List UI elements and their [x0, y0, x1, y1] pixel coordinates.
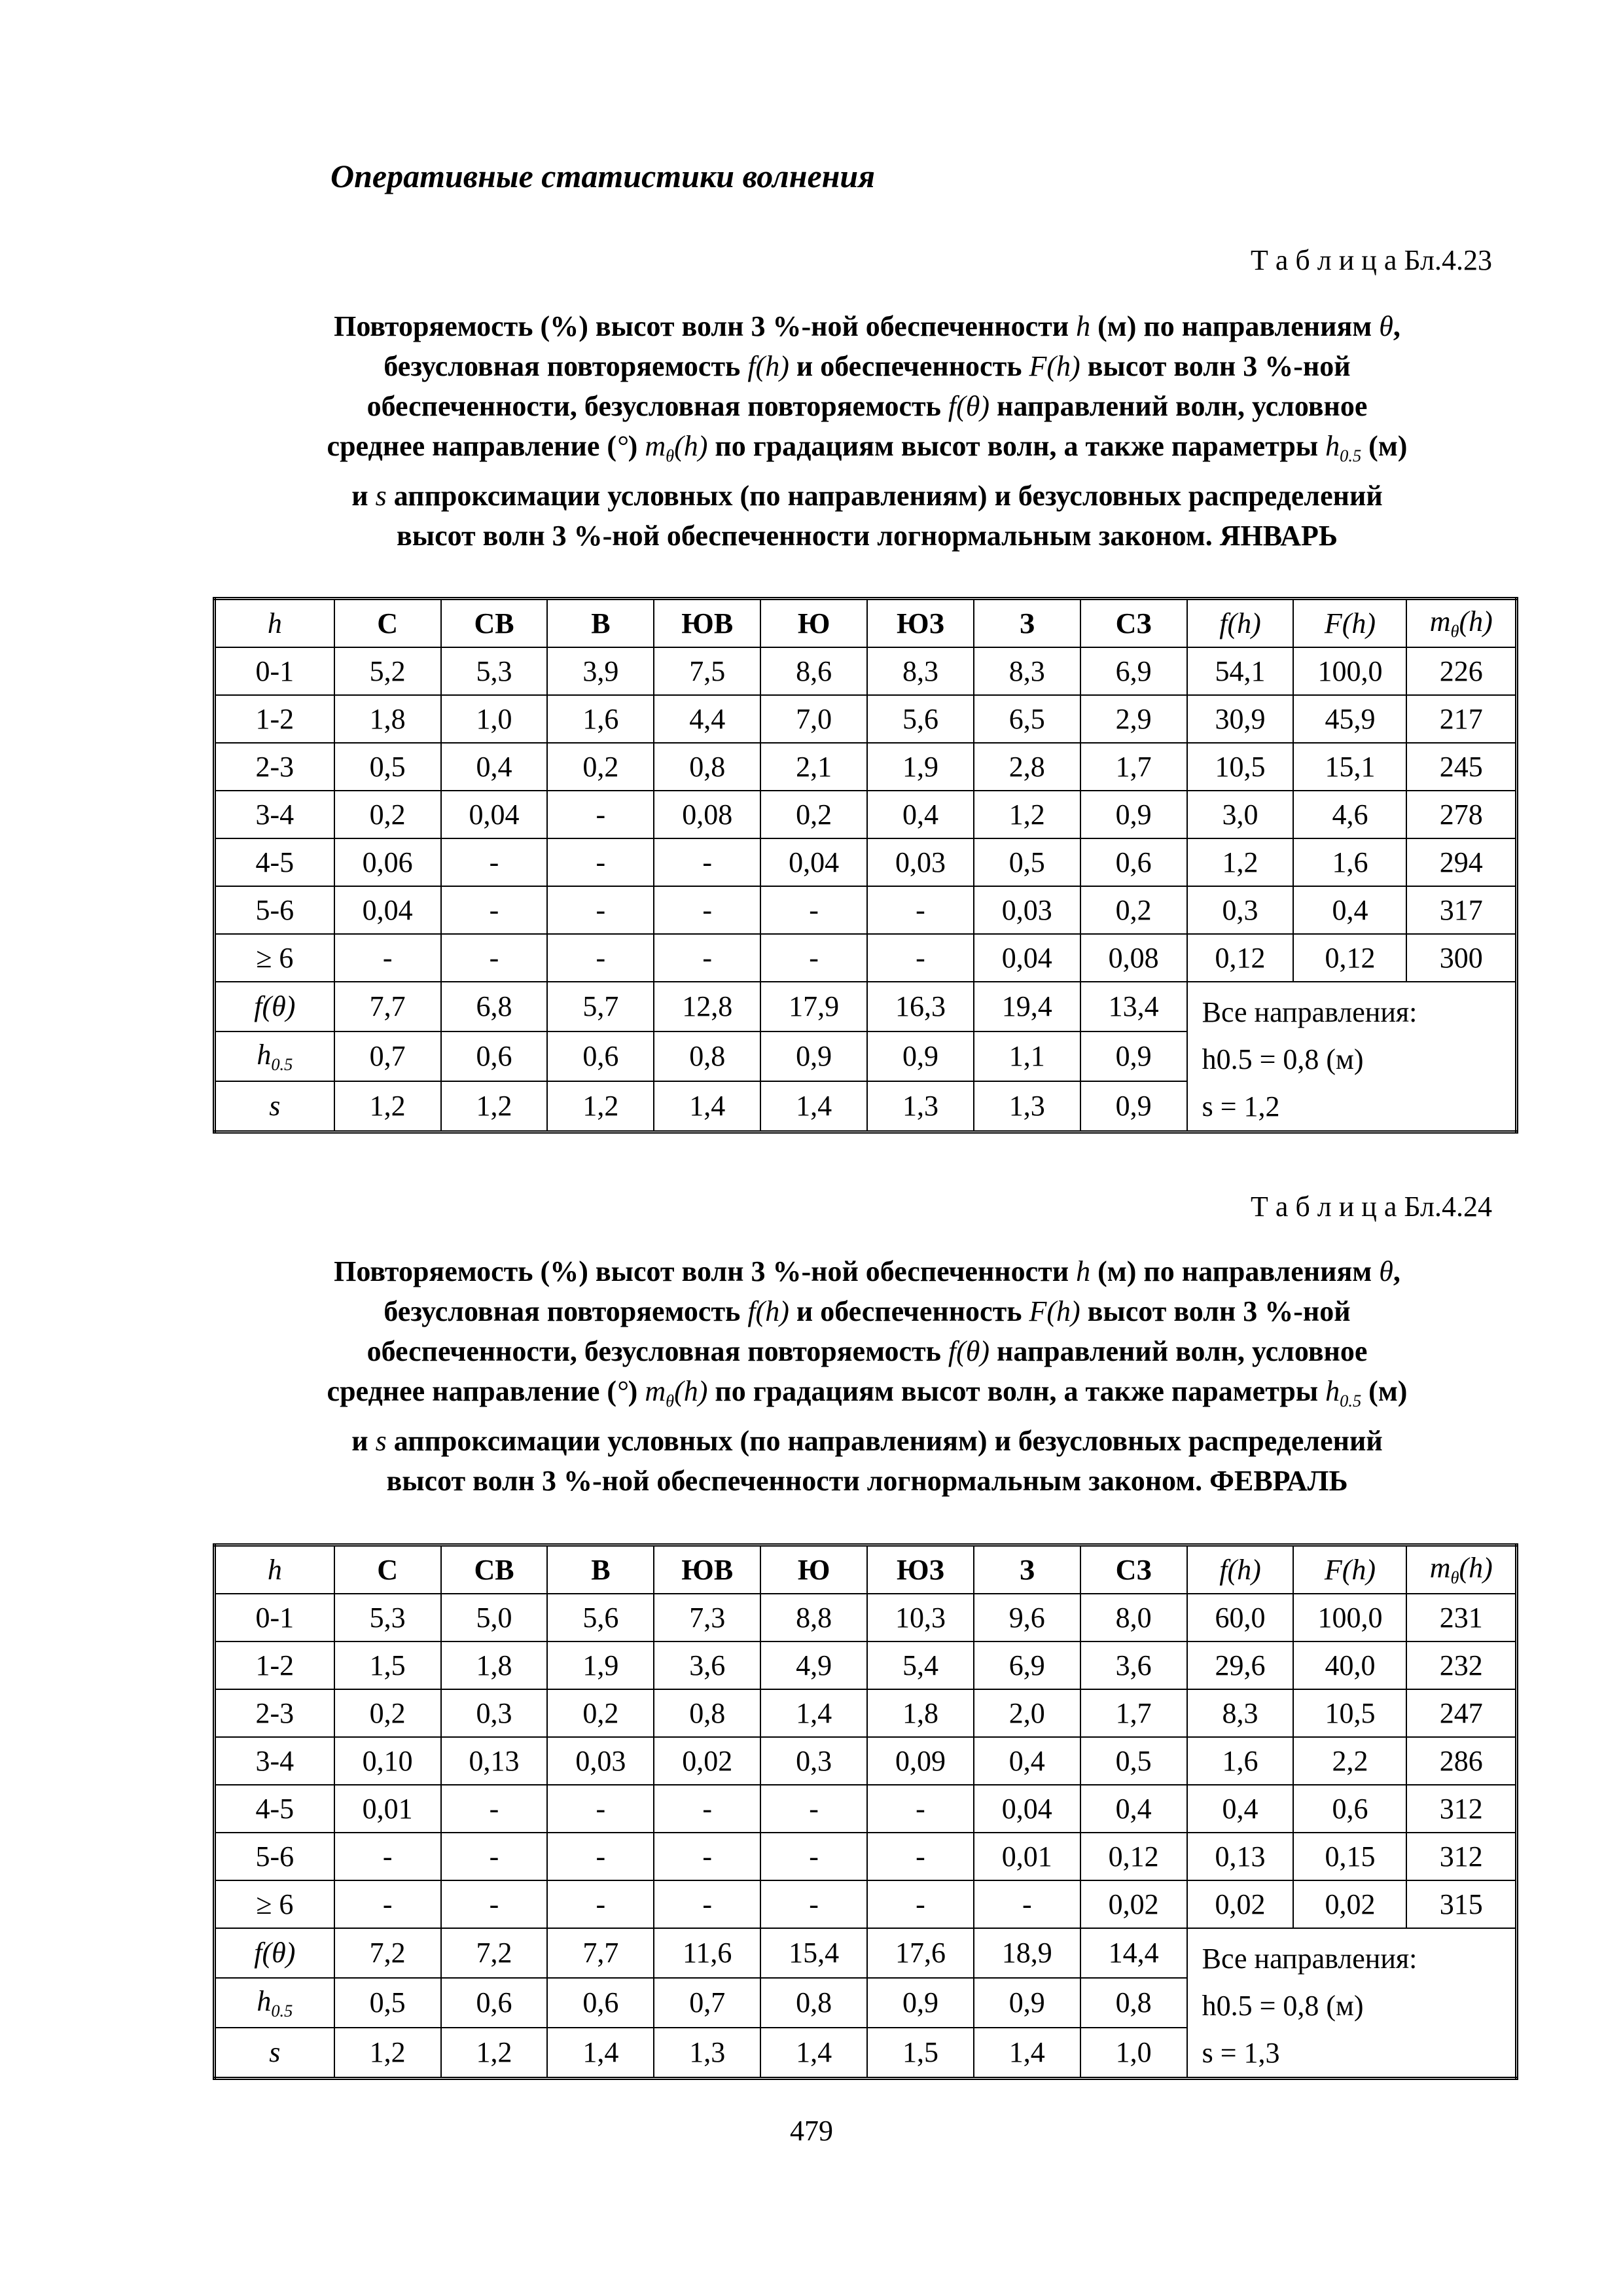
table-cell: 30,9	[1187, 695, 1294, 743]
table-cell: 0,2	[547, 743, 654, 791]
table-cell: 1,2	[1187, 838, 1294, 886]
column-header: В	[547, 599, 654, 648]
table-cell: 1,7	[1080, 1689, 1187, 1737]
table-cell: 0,4	[867, 791, 974, 838]
table-cell: 8,3	[1187, 1689, 1294, 1737]
table-cell: 232	[1406, 1641, 1516, 1689]
table-cell: 0,09	[867, 1737, 974, 1785]
table-cell: 1,3	[654, 2028, 760, 2079]
table-cell: 2,8	[974, 743, 1080, 791]
table-cell: 16,3	[867, 982, 974, 1031]
table-cell: 0,6	[1293, 1785, 1406, 1833]
table-cell: 3,0	[1187, 791, 1294, 838]
table-cell: 10,3	[867, 1594, 974, 1641]
table-cell: 0,2	[760, 791, 867, 838]
table-cell: 0,7	[654, 1978, 760, 2028]
table-row	[215, 743, 1517, 791]
table-cell: 0,3	[1187, 886, 1294, 934]
table-cell: 0,06	[334, 838, 441, 886]
table-cell: 1,6	[547, 695, 654, 743]
table-cell: 15,4	[760, 1928, 867, 1978]
parameter-label: $h_{0.5}$	[215, 1978, 334, 2028]
table-cell: 217	[1406, 695, 1516, 743]
table-cell: 4,6	[1293, 791, 1406, 838]
table-cell: 7,2	[334, 1928, 441, 1978]
row-label: 4-5	[215, 838, 334, 886]
table-cell: -	[334, 1880, 441, 1928]
summary-s: s = 1,2	[1202, 1090, 1280, 1122]
table-cell: 0,10	[334, 1737, 441, 1785]
table-cell: 17,6	[867, 1928, 974, 1978]
table-cell: 8,3	[867, 647, 974, 695]
table-cell: 3,9	[547, 647, 654, 695]
column-header: Ю	[760, 1545, 867, 1594]
table-cell: 0,8	[654, 1689, 760, 1737]
table-cell: 0,12	[1293, 934, 1406, 982]
column-header: h	[215, 1545, 334, 1594]
table-cell: -	[547, 791, 654, 838]
table-cell: 0,13	[441, 1737, 548, 1785]
caption-line: среднее направление (°) $m_\theta(h)$ по градациям высот волн, а также параметры $h_{0.5}$ (м)	[327, 1375, 1408, 1411]
table-cell: -	[867, 1880, 974, 1928]
table-row	[215, 791, 1517, 838]
table-cell: 1,2	[441, 2028, 548, 2079]
table-cell: -	[654, 886, 760, 934]
table-cell: 1,4	[974, 2028, 1080, 2079]
table-cell: 1,3	[867, 1081, 974, 1132]
table-cell: 0,8	[760, 1978, 867, 2028]
table-row	[215, 934, 1517, 982]
table-cell: 0,7	[334, 1031, 441, 1081]
row-label: 1-2	[215, 695, 334, 743]
table-cell: -	[441, 1785, 548, 1833]
table-cell: 0,4	[1080, 1785, 1187, 1833]
parameter-label: f(θ)	[215, 982, 334, 1031]
wave-statistics-table	[213, 597, 1518, 1134]
table-cell: 1,8	[867, 1689, 974, 1737]
table-cell: 245	[1406, 743, 1516, 791]
table-cell: 0,01	[974, 1833, 1080, 1880]
table-row	[215, 695, 1517, 743]
parameter-row	[215, 1928, 1517, 1978]
table-cell: 0,8	[654, 1031, 760, 1081]
parameter-label: s	[215, 2028, 334, 2079]
table-cell: 2,1	[760, 743, 867, 791]
table-cell: 231	[1406, 1594, 1516, 1641]
table-cell: -	[867, 1833, 974, 1880]
table-row	[215, 1737, 1517, 1785]
table-cell: 286	[1406, 1737, 1516, 1785]
table-cell: 0,4	[441, 743, 548, 791]
summary-title: Все направления:	[1202, 1943, 1418, 1975]
table-cell: 0,9	[867, 1031, 974, 1081]
table-cell: 312	[1406, 1785, 1516, 1833]
table-cell: 0,02	[1187, 1880, 1294, 1928]
table-cell: 0,12	[1187, 934, 1294, 982]
caption-line: обеспеченности, безусловная повторяемость f(θ) направлений волн, условное	[366, 390, 1368, 422]
table-cell: 0,13	[1187, 1833, 1294, 1880]
column-header: ЮВ	[654, 599, 760, 648]
table-cell: 0,6	[547, 1031, 654, 1081]
table-cell: 14,4	[1080, 1928, 1187, 1978]
table-cell: 1,7	[1080, 743, 1187, 791]
table-row	[215, 1641, 1517, 1689]
table-row	[215, 1880, 1517, 1928]
column-header: ЮЗ	[867, 599, 974, 648]
table-cell: 1,9	[547, 1641, 654, 1689]
table-cell: 5,6	[867, 695, 974, 743]
table-cell: 0,03	[974, 886, 1080, 934]
column-header: З	[974, 1545, 1080, 1594]
caption-line: высот волн 3 %-ной обеспеченности логнормальным законом. ФЕВРАЛЬ	[386, 1465, 1348, 1498]
page-number: 479	[790, 2115, 833, 2147]
caption-line: и s аппроксимации условных (по направлениям) и безусловных распределений	[351, 480, 1383, 512]
table-cell: 0,04	[760, 838, 867, 886]
table-cell: 1,8	[334, 695, 441, 743]
table-cell: 1,4	[547, 2028, 654, 2079]
table-cell: 6,9	[974, 1641, 1080, 1689]
table-cell: 0,12	[1080, 1833, 1187, 1880]
table-cell: -	[760, 886, 867, 934]
table-cell: 3,6	[1080, 1641, 1187, 1689]
table-cell: 1,6	[1293, 838, 1406, 886]
column-header: С	[334, 1545, 441, 1594]
table-cell: 0,3	[760, 1737, 867, 1785]
table-cell: 0,4	[1293, 886, 1406, 934]
table-cell: 0,6	[547, 1978, 654, 2028]
parameter-label: $h_{0.5}$	[215, 1031, 334, 1081]
table-cell: 5,2	[334, 647, 441, 695]
table-cell: 45,9	[1293, 695, 1406, 743]
table-cell: -	[547, 934, 654, 982]
table-cell: -	[441, 886, 548, 934]
table-cell: 8,8	[760, 1594, 867, 1641]
column-header: h	[215, 599, 334, 648]
table-cell: 1,1	[974, 1031, 1080, 1081]
table-cell: -	[867, 934, 974, 982]
table-cell: 29,6	[1187, 1641, 1294, 1689]
table-cell: 6,9	[1080, 647, 1187, 695]
table-cell: 11,6	[654, 1928, 760, 1978]
table-cell: 5,6	[547, 1594, 654, 1641]
table-cell: 247	[1406, 1689, 1516, 1737]
table-cell: -	[867, 886, 974, 934]
table-cell: 40,0	[1293, 1641, 1406, 1689]
table-cell: 0,2	[1080, 886, 1187, 934]
table-cell: -	[654, 1785, 760, 1833]
table-cell: 0,6	[441, 1031, 548, 1081]
table-cell: 1,3	[974, 1081, 1080, 1132]
table-cell: 312	[1406, 1833, 1516, 1880]
table-cell: 1,2	[334, 1081, 441, 1132]
table-cell: 1,2	[547, 1081, 654, 1132]
table-cell: 5,7	[547, 982, 654, 1031]
table-cell: 10,5	[1293, 1689, 1406, 1737]
parameter-row	[215, 982, 1517, 1031]
column-header: F(h)	[1293, 1545, 1406, 1594]
table-row	[215, 886, 1517, 934]
parameter-label: f(θ)	[215, 1928, 334, 1978]
table-cell: 0,04	[441, 791, 548, 838]
table-row	[215, 1689, 1517, 1737]
table-cell: 5,3	[441, 647, 548, 695]
table-cell: -	[441, 1833, 548, 1880]
table-cell: 8,3	[974, 647, 1080, 695]
caption-line: Повторяемость (%) высот волн 3 %-ной обеспеченности h (м) по направлениям θ,	[334, 1255, 1400, 1287]
table-row	[215, 1594, 1517, 1641]
table-cell: -	[547, 1833, 654, 1880]
table-cell: -	[441, 838, 548, 886]
table-cell: -	[654, 1880, 760, 1928]
table-cell: -	[867, 1785, 974, 1833]
table-cell: 1,4	[760, 1081, 867, 1132]
table-cell: -	[654, 838, 760, 886]
column-header: F(h)	[1293, 599, 1406, 648]
table-cell: 4,9	[760, 1641, 867, 1689]
table-cell: 0,6	[1080, 838, 1187, 886]
table-cell: 300	[1406, 934, 1516, 982]
table-cell: 5,4	[867, 1641, 974, 1689]
table-cell: 0,03	[867, 838, 974, 886]
table-cell: 1,9	[867, 743, 974, 791]
table-cell: -	[654, 934, 760, 982]
table-cell: -	[760, 1833, 867, 1880]
table-cell: 1,4	[760, 1689, 867, 1737]
table-cell: 0,08	[1080, 934, 1187, 982]
caption-line: высот волн 3 %-ной обеспеченности логнормальным законом. ЯНВАРЬ	[396, 520, 1338, 552]
table-cell: 60,0	[1187, 1594, 1294, 1641]
table-cell: 5,3	[334, 1594, 441, 1641]
table-cell: 1,0	[1080, 2028, 1187, 2079]
column-header: f(h)	[1187, 1545, 1294, 1594]
table-cell: 0,3	[441, 1689, 548, 1737]
summary-h05: h0.5 = 0,8 (м)	[1202, 1043, 1364, 1075]
table-cell: 7,0	[760, 695, 867, 743]
caption-line: обеспеченности, безусловная повторяемость f(θ) направлений волн, условное	[366, 1335, 1368, 1367]
table-row	[215, 838, 1517, 886]
table-cell: 0,03	[547, 1737, 654, 1785]
table-row	[215, 1785, 1517, 1833]
table-cell: -	[547, 1880, 654, 1928]
table-cell: 0,4	[1187, 1785, 1294, 1833]
table-label: Т а б л и ц а Бл.4.23	[1250, 244, 1492, 276]
table-cell: 10,5	[1187, 743, 1294, 791]
table-cell: 2,9	[1080, 695, 1187, 743]
table-cell: -	[760, 934, 867, 982]
table-cell: -	[334, 934, 441, 982]
row-label: 2-3	[215, 743, 334, 791]
table-cell: 1,4	[760, 2028, 867, 2079]
table-cell: -	[654, 1833, 760, 1880]
header-row	[215, 1545, 1517, 1594]
table-cell: 0,9	[760, 1031, 867, 1081]
all-directions-summary	[1187, 1928, 1517, 2079]
table-cell: 7,7	[547, 1928, 654, 1978]
column-header: З	[974, 599, 1080, 648]
table-cell: 1,2	[974, 791, 1080, 838]
table-cell: 13,4	[1080, 982, 1187, 1031]
table-cell: 7,2	[441, 1928, 548, 1978]
table-cell: 2,0	[974, 1689, 1080, 1737]
column-header: f(h)	[1187, 599, 1294, 648]
table-cell: -	[547, 838, 654, 886]
table-cell: -	[441, 934, 548, 982]
table-cell: 1,5	[867, 2028, 974, 2079]
table-cell: 0,9	[974, 1978, 1080, 2028]
table-cell: 2,2	[1293, 1737, 1406, 1785]
table-cell: 100,0	[1293, 647, 1406, 695]
table-cell: 9,6	[974, 1594, 1080, 1641]
caption-line: Повторяемость (%) высот волн 3 %-ной обеспеченности h (м) по направлениям θ,	[334, 310, 1400, 342]
table-cell: 317	[1406, 886, 1516, 934]
row-label: 0-1	[215, 647, 334, 695]
table-cell: 0,04	[334, 886, 441, 934]
summary-s: s = 1,3	[1202, 2037, 1280, 2069]
table-cell: 0,5	[1080, 1737, 1187, 1785]
table-cell: -	[760, 1880, 867, 1928]
summary-title: Все направления:	[1202, 996, 1418, 1028]
table-cell: 7,7	[334, 982, 441, 1031]
column-header: $m_\theta(h)$	[1406, 599, 1516, 648]
table-cell: 0,9	[867, 1978, 974, 2028]
column-header: СВ	[441, 599, 548, 648]
table-cell: 0,9	[1080, 791, 1187, 838]
section-title: Оперативные статистики волнения	[330, 158, 875, 194]
caption-line: безусловная повторяемость f(h) и обеспеченность F(h) высот волн 3 %-ной	[383, 350, 1351, 382]
table-cell: 0,2	[334, 791, 441, 838]
table-caption	[216, 306, 1518, 556]
column-header: СВ	[441, 1545, 548, 1594]
table-cell: 1,6	[1187, 1737, 1294, 1785]
table-cell: 17,9	[760, 982, 867, 1031]
table-cell: 6,5	[974, 695, 1080, 743]
table-cell: 0,9	[1080, 1031, 1187, 1081]
table-cell: 0,02	[1293, 1880, 1406, 1928]
row-label: ≥ 6	[215, 934, 334, 982]
table-row	[215, 647, 1517, 695]
table-cell: 8,6	[760, 647, 867, 695]
column-header: СЗ	[1080, 599, 1187, 648]
column-header: ЮВ	[654, 1545, 760, 1594]
table-cell: 294	[1406, 838, 1516, 886]
table-cell: 1,8	[441, 1641, 548, 1689]
table-cell: 1,2	[334, 2028, 441, 2079]
wave-statistics-table	[213, 1543, 1518, 2080]
table-cell: -	[547, 1785, 654, 1833]
table-cell: 0,04	[974, 934, 1080, 982]
table-cell: 0,2	[334, 1689, 441, 1737]
table-cell: 0,8	[654, 743, 760, 791]
table-cell: 0,02	[654, 1737, 760, 1785]
caption-line: безусловная повторяемость f(h) и обеспеченность F(h) высот волн 3 %-ной	[383, 1295, 1351, 1327]
table-cell: 0,6	[441, 1978, 548, 2028]
row-label: 5-6	[215, 1833, 334, 1880]
table-cell: 278	[1406, 791, 1516, 838]
table-cell: 315	[1406, 1880, 1516, 1928]
table-row	[215, 1833, 1517, 1880]
table-cell: 0,5	[334, 743, 441, 791]
table-caption	[216, 1251, 1518, 1501]
table-cell: 0,01	[334, 1785, 441, 1833]
table-cell: 54,1	[1187, 647, 1294, 695]
table-cell: 0,04	[974, 1785, 1080, 1833]
row-label: 4-5	[215, 1785, 334, 1833]
table-cell: 0,02	[1080, 1880, 1187, 1928]
table-cell: 7,3	[654, 1594, 760, 1641]
table-cell: -	[760, 1785, 867, 1833]
table-cell: 0,08	[654, 791, 760, 838]
table-cell: 0,9	[1080, 1081, 1187, 1132]
table-cell: 1,0	[441, 695, 548, 743]
table-cell: 100,0	[1293, 1594, 1406, 1641]
table-cell: -	[441, 1880, 548, 1928]
table-cell: 1,2	[441, 1081, 548, 1132]
table-cell: 226	[1406, 647, 1516, 695]
column-header: СЗ	[1080, 1545, 1187, 1594]
table-cell: 18,9	[974, 1928, 1080, 1978]
table-cell: 15,1	[1293, 743, 1406, 791]
row-label: ≥ 6	[215, 1880, 334, 1928]
table-cell: 4,4	[654, 695, 760, 743]
table-label: Т а б л и ц а Бл.4.24	[1250, 1191, 1492, 1223]
table-cell: 1,4	[654, 1081, 760, 1132]
row-label: 0-1	[215, 1594, 334, 1641]
table-cell: 0,5	[974, 838, 1080, 886]
table-cell: 19,4	[974, 982, 1080, 1031]
caption-line: среднее направление (°) $m_\theta(h)$ по градациям высот волн, а также параметры $h_{0.5}$ (м)	[327, 430, 1408, 466]
table-cell: -	[547, 886, 654, 934]
table-cell: 12,8	[654, 982, 760, 1031]
table-cell: -	[334, 1833, 441, 1880]
column-header: ЮЗ	[867, 1545, 974, 1594]
table-cell: 3,6	[654, 1641, 760, 1689]
column-header: С	[334, 599, 441, 648]
table-cell: 8,0	[1080, 1594, 1187, 1641]
parameter-label: s	[215, 1081, 334, 1132]
column-header: В	[547, 1545, 654, 1594]
table-cell: 0,5	[334, 1978, 441, 2028]
table-cell: -	[974, 1880, 1080, 1928]
caption-line: и s аппроксимации условных (по направлениям) и безусловных распределений	[351, 1425, 1383, 1458]
header-row	[215, 599, 1517, 648]
table-cell: 7,5	[654, 647, 760, 695]
row-label: 5-6	[215, 886, 334, 934]
column-header: $m_\theta(h)$	[1406, 1545, 1516, 1594]
column-header: Ю	[760, 599, 867, 648]
table-cell: 5,0	[441, 1594, 548, 1641]
row-label: 1-2	[215, 1641, 334, 1689]
table-cell: 6,8	[441, 982, 548, 1031]
summary-h05: h0.5 = 0,8 (м)	[1202, 1990, 1364, 2022]
row-label: 2-3	[215, 1689, 334, 1737]
row-label: 3-4	[215, 1737, 334, 1785]
all-directions-summary	[1187, 982, 1517, 1132]
table-cell: 0,2	[547, 1689, 654, 1737]
table-cell: 0,8	[1080, 1978, 1187, 2028]
table-cell: 0,15	[1293, 1833, 1406, 1880]
row-label: 3-4	[215, 791, 334, 838]
table-cell: 1,5	[334, 1641, 441, 1689]
table-cell: 0,4	[974, 1737, 1080, 1785]
